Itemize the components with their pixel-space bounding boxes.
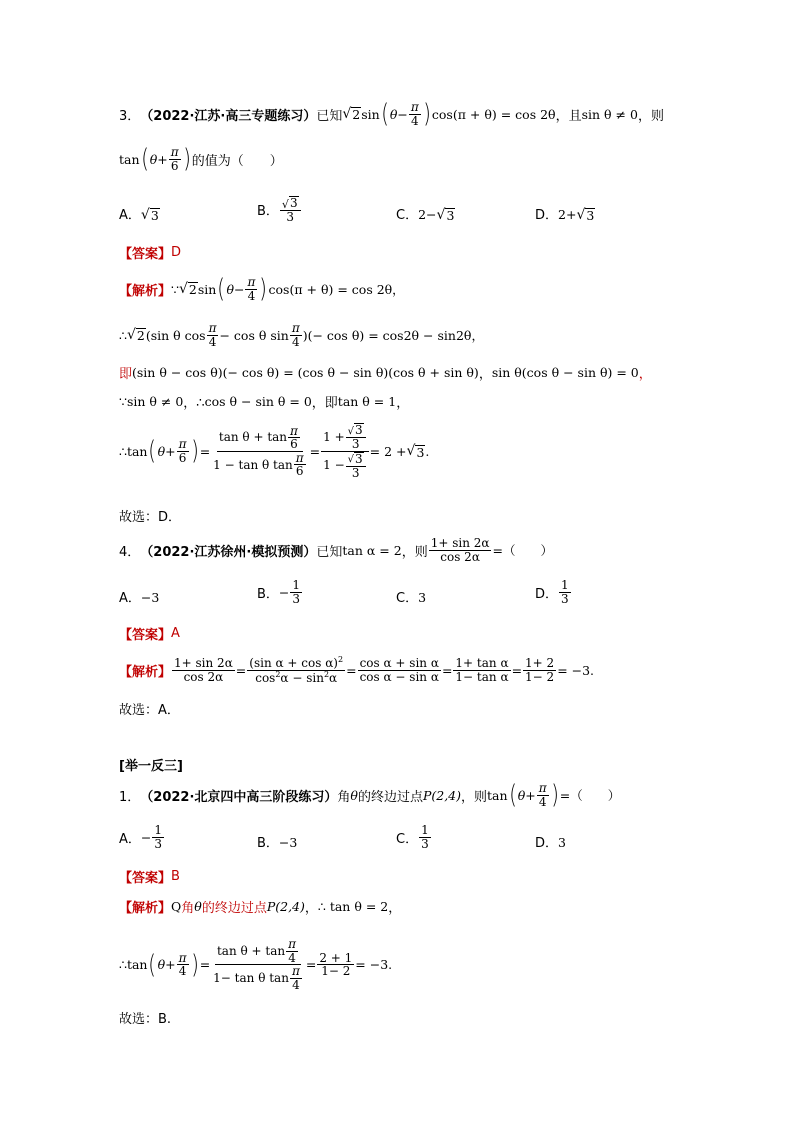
p1-analysis-line2: ∴ tan ( θ+ $\frac{\pi}{4}$ ) = tan θ + tan $\frac{\pi}{4}$ 1− tan θ tan $\frac{\pi}{4}$ = $\frac{2 + 1}{1- 2}$ = −3. (119, 937, 393, 992)
q3-stem-pre: 已知 (316, 108, 343, 124)
q3-pi-over-4: $\frac{\pi}{4}$ (410, 100, 419, 128)
q4-option-b[interactable]: B． − $\frac{1}{3}$ (257, 578, 301, 606)
q4-conclusion: 故选：A． (119, 703, 180, 718)
q3-option-b[interactable]: B． √ 3 3 (257, 196, 302, 224)
p1-option-b[interactable]: B．−3 (257, 835, 298, 851)
q3-source: （2022·江苏·高三专题练习） (140, 108, 317, 124)
q4-answer-line: 【答案】 A (119, 626, 180, 643)
q3-cos-eq: cos(π + θ) = cos 2θ (431, 106, 556, 122)
q3-tan: tan (119, 151, 140, 167)
q4-source: （2022·江苏徐州·模拟预测） (140, 544, 317, 560)
q3-analysis-line1: 【解析】 ∵ √ 2 sin ( θ− $\frac{\pi}{4}$ ) cos(π + θ) = cos 2θ， (119, 274, 405, 305)
q3-stem-line2: tan ( θ+ $\frac{\pi}{6}$ ) 的值为（ ） (119, 144, 283, 175)
q3-answer: D (171, 245, 182, 260)
section-title: [举一反三] (119, 759, 183, 774)
q3-option-d[interactable]: D．2+ √ 3 (535, 207, 595, 224)
q3-analysis-line3: 即 (sin θ − cos θ)(− cos θ) = (cos θ − sin θ)(cos θ + sin θ) ， sin θ(cos θ − sin θ) = 0 ， (119, 365, 652, 382)
q3-number: 3． (119, 108, 141, 124)
q4-answer: A (171, 626, 180, 641)
p1-stem: 1． （2022·北京四中高三阶段练习） 角 θ 的终边过点 P(2,4) ，则 tan ( θ+ $\frac{\pi}{4}$ ) =（ ） (119, 780, 621, 811)
q4-stem: 4． （2022·江苏徐州·模拟预测） 已知 tan α = 2 ，则 $\frac{1+ \sin 2\alpha}{\cos 2\alpha}$ =（ ） (119, 536, 553, 564)
q3-analysis-line4: ∵ sin θ ≠ 0 ，∴ cos θ − sin θ = 0 ，即 tan θ = 1 ， (119, 394, 410, 411)
p1-answer-line: 【答案】 B (119, 869, 180, 886)
q3-answer-line (119, 243, 181, 262)
q3-analysis-line2: ∴ √ 2 (sin θ cos $\frac{\pi}{4}$ − cos θ sin $\frac{\pi}{4}$ )(− cos θ) = cos 2 θ − sin 2 θ， (119, 321, 484, 349)
q3-and: ，且 (555, 108, 582, 124)
p1-answer: B (171, 869, 180, 884)
p1-analysis-line1: 【解析】 Q 角 θ 的终边过点 P(2,4) ， ∴ tan θ = 2 ， (119, 899, 402, 916)
p1-source: （2022·北京四中高三阶段练习） (140, 789, 338, 805)
q3-theta-minus: θ− (389, 106, 408, 122)
q3-pi-over-6: $\frac{\pi}{6}$ (170, 145, 179, 173)
p1-option-d[interactable]: D．3 (535, 835, 566, 851)
q3-theta-plus: θ+ (149, 151, 168, 167)
q3-sin: sin (361, 106, 380, 122)
q3-sin-neq: sin θ ≠ 0 (581, 106, 638, 122)
q3-answer-tag: 【答案】 (119, 247, 172, 262)
q4-option-c[interactable]: C．3 (396, 590, 427, 606)
p1-option-a[interactable]: A． − $\frac{1}{3}$ (119, 823, 163, 851)
p1-conclusion: 故选：B. (119, 1012, 172, 1027)
q3-sqrt2: √ 2 (342, 106, 361, 123)
q4-option-a[interactable]: A．−3 (119, 590, 160, 606)
p1-option-c[interactable]: C． $\frac{1}{3}$ (396, 823, 429, 851)
q3-stem-line1: 3． （2022·江苏·高三专题练习） 已知 √ 2 sin ( θ− $\frac{\pi}{4}$ ) cos(π + θ) = cos 2θ ，且 sin θ ≠ 0 ，则 (119, 99, 664, 130)
q4-option-d[interactable]: D． $\frac{1}{3}$ (535, 578, 569, 606)
q3-then: ，则 (637, 108, 664, 124)
q3-conclusion: 故选：D． (119, 510, 182, 525)
q3-option-c[interactable]: C．2− √ 3 (396, 207, 455, 224)
q3-option-a[interactable]: A． √ 3 (119, 207, 159, 224)
q4-analysis: 【解析】 $\frac{1+ \sin 2\alpha}{\cos 2\alpha}$ = $\frac{(\sin \alpha + \cos \alpha)^2}{\cos^2\alpha - \sin^2\alpha}$ = $\frac{\text{cos α + sin α}}{\text{cos α − sin α}}$ = $\frac{\text{1+ tan α}}{\text{1− tan α}}$ = $\frac{1+ 2}{1- 2}$ = −3. (119, 655, 595, 685)
q3-value-is: 的值为（ ） (191, 153, 283, 169)
q3-analysis-tag: 【解析】 (119, 283, 172, 299)
q3-analysis-line5: ∴ tan ( θ+ $\frac{\pi}{6}$ ) = tan θ + tan $\frac{\pi}{6}$ 1 − tan θ tan $\frac{\pi}{6}$ = 1 + √ 3 3 1 − √ 3 3 = 2 + √ 3 . (119, 423, 430, 480)
